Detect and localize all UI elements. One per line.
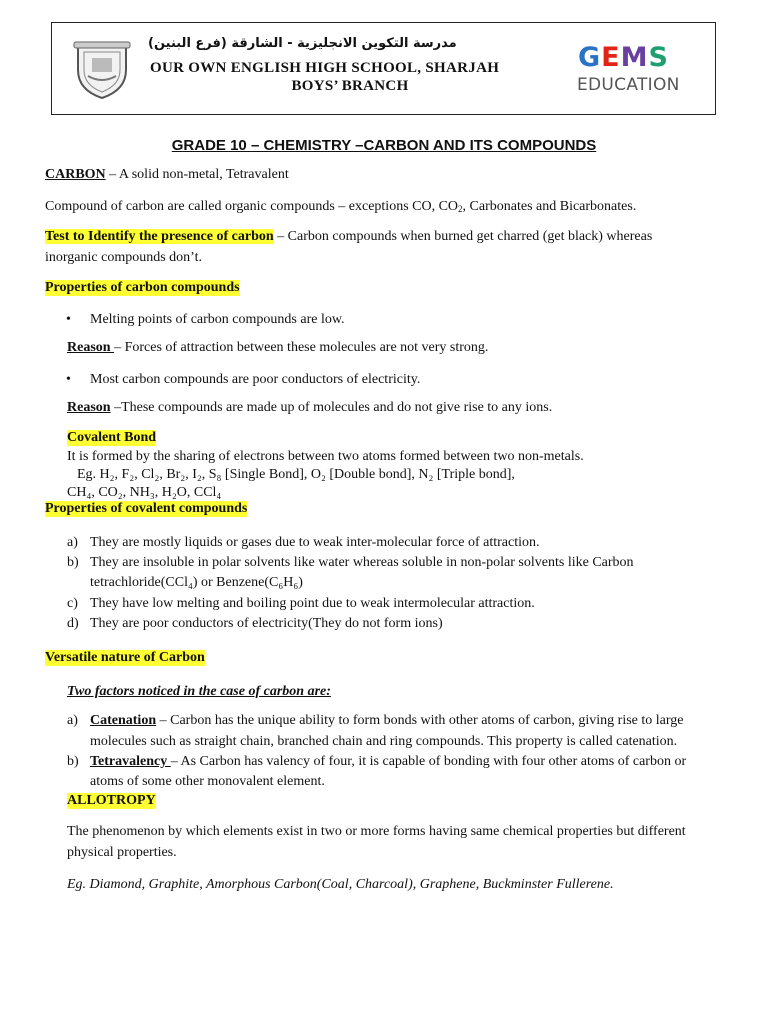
- carbon-reason-2: Reason –These compounds are made up of molecules and do not give rise to any ions.: [67, 400, 553, 415]
- versatile-item-b-marker: b): [67, 754, 79, 769]
- allotropy-heading: ALLOTROPY: [67, 793, 156, 808]
- carbon-text: – A solid non-metal, Tetravalent: [105, 167, 289, 182]
- covalent-property-c: c): [67, 596, 78, 611]
- test-carbon-heading: Test to Identify the presence of carbon: [45, 229, 274, 244]
- covalent-property-b: b): [67, 555, 79, 570]
- school-name-arabic: مدرسة التكوين الانجليزية - الشارقة (فرع البنين): [148, 36, 457, 51]
- document-title: GRADE 10 – CHEMISTRY –CARBON AND ITS COMPOUNDS: [171, 137, 597, 154]
- versatile-item-b: Tetravalency – As Carbon has valency of four, it is capable of bonding with four other atoms of carbon or: [90, 754, 687, 769]
- allotropy-definition-line1: The phenomenon by which elements exist in two or more forms having same chemical properties but different: [67, 824, 686, 839]
- properties-carbon-heading: Properties of carbon compounds: [45, 280, 240, 295]
- covalent-bond-definition: It is formed by the sharing of electrons between two atoms formed between two non-metals.: [67, 449, 584, 464]
- covalent-examples-line1: Eg. H₂, F₂, Cl₂, Br₂, I₂, S₈ [Single Bond], O₂ [Double bond], N₂ [Triple bond],: [77, 467, 515, 482]
- versatile-heading: Versatile nature of Carbon: [45, 650, 205, 665]
- covalent-bond-heading: Covalent Bond: [67, 430, 157, 445]
- allotropy-examples: Eg. Diamond, Graphite, Amorphous Carbon(Coal, Charcoal), Graphene, Buckminster Fullerene.: [67, 877, 614, 892]
- versatile-subheading: Two factors noticed in the case of carbon are:: [67, 684, 331, 699]
- carbon-property-1: • Melting points of carbon compounds are low.: [90, 312, 345, 328]
- allotropy-definition-line2: physical properties.: [67, 845, 177, 860]
- covalent-properties-heading: Properties of covalent compounds: [45, 501, 248, 516]
- covalent-property-c-text: They have low melting and boiling point due to weak intermolecular attraction.: [90, 596, 535, 611]
- covalent-property-d-text: They are poor conductors of electricity(They do not form ions): [90, 616, 443, 631]
- versatile-item-a-marker: a): [67, 713, 78, 728]
- school-name: OUR OWN ENGLISH HIGH SCHOOL, SHARJAH: [150, 60, 500, 76]
- test-carbon-line: Test to Identify the presence of carbon – Carbon compounds when burned get charred (get black) whereas: [45, 229, 653, 244]
- covalent-property-b-cont: tetrachloride(CCl₄) or Benzene(C₆H₆): [90, 575, 303, 590]
- versatile-item-b-cont: atoms of some other monovalent element.: [90, 774, 325, 789]
- organic-compounds-line: Compound of carbon are called organic compounds – exceptions CO, $CO_2$, Carbonates and Bicarbonates.: [45, 199, 637, 214]
- covalent-property-b-text: They are insoluble in polar solvents like water whereas soluble in non-polar solvents like Carbon: [90, 555, 634, 570]
- covalent-examples-line2: CH₄, CO₂, NH₃, H₂O, CCl₄: [67, 485, 222, 500]
- versatile-item-a: Catenation – Carbon has the unique ability to form bonds with other atoms of carbon, giving rise to large: [90, 713, 684, 728]
- carbon-property-2: • Most carbon compounds are poor conductors of electricity.: [90, 372, 420, 388]
- covalent-property-a-text: They are mostly liquids or gases due to weak inter-molecular force of attraction.: [90, 535, 540, 550]
- covalent-property-d: d): [67, 616, 79, 631]
- carbon-definition: [45, 167, 289, 183]
- school-crest-icon: [70, 40, 134, 100]
- versatile-item-a-cont: molecules such as straight chain, branched chain and ring compounds. This property is called catenation.: [90, 734, 678, 749]
- school-branch: BOYS’ BRANCH: [291, 78, 409, 94]
- test-carbon-line2: inorganic compounds don’t.: [45, 250, 202, 265]
- gems-logo: GEMS: [578, 42, 669, 73]
- carbon-reason-1: Reason – Forces of attraction between these molecules are not very strong.: [67, 340, 489, 355]
- gems-education-label: EDUCATION: [577, 75, 680, 95]
- carbon-label: CARBON: [45, 167, 106, 182]
- covalent-property-a: a): [67, 535, 78, 550]
